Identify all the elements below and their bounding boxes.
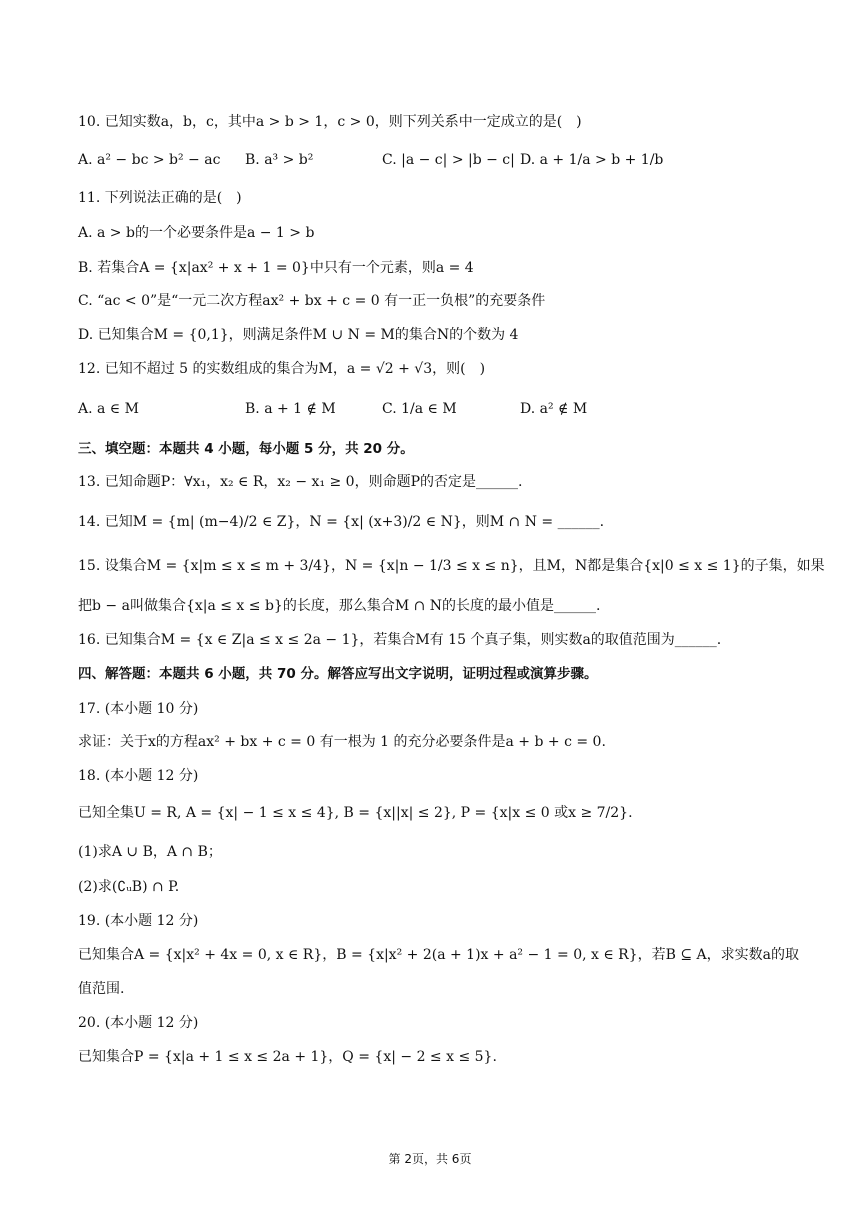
q10-stem: 10. 已知实数a，b，c，其中a > b > 1，c > 0，则下列关系中一定成立的是( ) (78, 114, 582, 130)
q11-option-d: D. 已知集合M = {0,1}，则满足条件M ∪ N = M的集合N的个数为 4 (78, 327, 519, 343)
q11-option-c: C. “ac < 0”是“一元二次方程ax² + bx + c = 0 有一正一负根”的充要条件 (78, 293, 546, 309)
q19-line-2: 值范围. (78, 981, 125, 997)
q12-option-d: D. a² ∉ M (520, 401, 588, 417)
q10-option-c: C. |a − c| > |b − c| (382, 152, 515, 168)
section-4-heading: 四、解答题：本题共 6 小题，共 70 分。解答应写出文字说明，证明过程或演算步骤。 (78, 666, 598, 682)
q12-stem: 12. 已知不超过 5 的实数组成的集合为M，a = √2 + √3，则( ) (78, 361, 486, 377)
page-footer: 第 2页，共 6页 (388, 1152, 472, 1166)
q12-option-c: C. 1/a ∈ M (382, 401, 457, 417)
q15-line-2: 把b − a叫做集合{x|a ≤ x ≤ b}的长度，那么集合M ∩ N的长度的最小值是______. (78, 598, 601, 614)
q11-option-a: A. a > b的一个必要条件是a − 1 > b (78, 225, 315, 241)
q18-part-2: (2)求(∁ᵤB) ∩ P. (78, 879, 180, 895)
q20-header: 20. (本小题 12 分) (78, 1015, 199, 1031)
q17-body: 求证：关于x的方程ax² + bx + c = 0 有一根为 1 的充分必要条件是a + b + c = 0. (78, 734, 606, 750)
q17-header: 17. (本小题 10 分) (78, 701, 199, 717)
q20-body: 已知集合P = {x|a + 1 ≤ x ≤ 2a + 1}，Q = {x| − 2 ≤ x ≤ 5}. (78, 1049, 497, 1065)
q19-line-1: 已知集合A = {x|x² + 4x = 0, x ∈ R}，B = {x|x² + 2(a + 1)x + a² − 1 = 0, x ∈ R}，若B ⊆ A，求实数a的取 (78, 947, 799, 963)
q10-option-a: A. a² − bc > b² − ac (78, 152, 221, 168)
q10-option-b: B. a³ > b² (245, 152, 314, 168)
section-3-heading: 三、填空题：本题共 4 小题，每小题 5 分，共 20 分。 (78, 441, 414, 457)
q11-option-b: B. 若集合A = {x|ax² + x + 1 = 0}中只有一个元素，则a = 4 (78, 260, 474, 276)
q18-part-1: (1)求A ∪ B，A ∩ B； (78, 844, 222, 860)
q13-text: 13. 已知命题P：∀x₁，x₂ ∈ R，x₂ − x₁ ≥ 0，则命题P的否定是______. (78, 474, 523, 490)
q15-line-1: 15. 设集合M = {x|m ≤ x ≤ m + 3/4}，N = {x|n − 1/3 ≤ x ≤ n}，且M，N都是集合{x|0 ≤ x ≤ 1}的子集，如果 (78, 558, 825, 574)
q14-text: 14. 已知M = {m| (m−4)/2 ∈ Z}，N = {x| (x+3)/2 ∈ N}，则M ∩ N = ______. (78, 514, 605, 530)
q18-header: 18. (本小题 12 分) (78, 768, 199, 784)
q12-option-a: A. a ∈ M (78, 401, 139, 417)
q18-body: 已知全集U = R, A = {x| − 1 ≤ x ≤ 4}, B = {x||x| ≤ 2}, P = {x|x ≤ 0 或x ≥ 7/2}. (78, 805, 633, 821)
q16-text: 16. 已知集合M = {x ∈ Z|a ≤ x ≤ 2a − 1}，若集合M有 15 个真子集，则实数a的取值范围为______. (78, 632, 722, 648)
q10-option-d: D. a + 1/a > b + 1/b (520, 152, 664, 168)
q19-header: 19. (本小题 12 分) (78, 913, 199, 929)
q11-stem: 11. 下列说法正确的是( ) (78, 190, 242, 206)
q12-option-b: B. a + 1 ∉ M (245, 401, 336, 417)
